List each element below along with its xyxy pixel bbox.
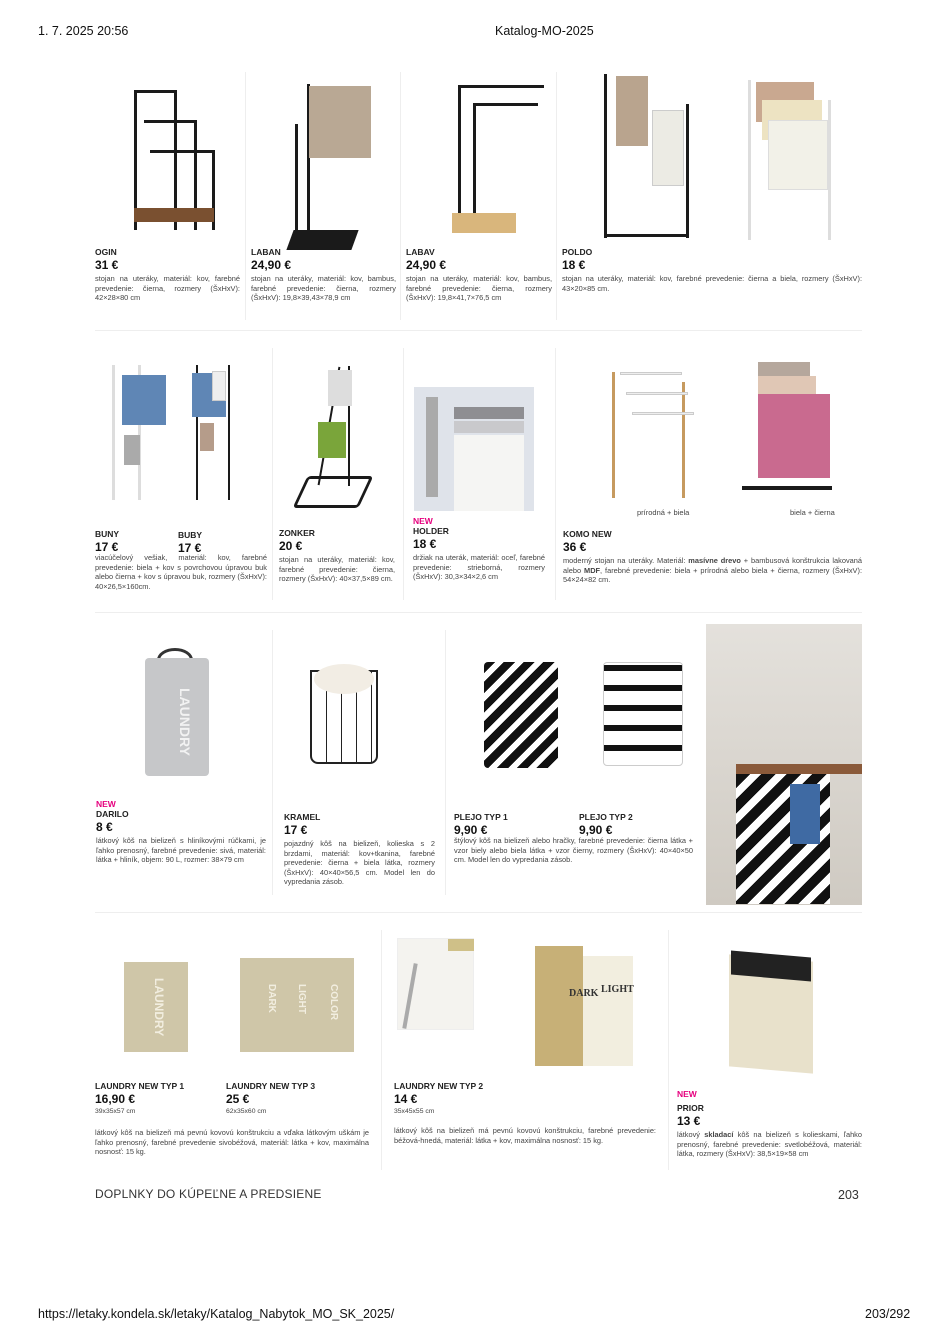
product-name: LABAV [406,247,435,257]
new-badge: NEW [677,1089,697,1099]
kramel-image [308,664,380,774]
new-badge: NEW [413,516,433,526]
divider [403,348,404,600]
product-laundry-typ2 [394,1081,656,1145]
product-price: 18 € [562,258,586,272]
product-description [677,1130,862,1159]
divider [381,930,382,1170]
divider [95,330,862,331]
product-name: PLEJO TYP 2 [579,812,633,822]
product-buny [95,529,175,556]
product-price: 17 € [178,541,202,555]
product-name: LABAN [251,247,281,257]
product-name: HOLDER [413,526,449,536]
plejo-lifestyle-photo [706,624,862,905]
product-labav [406,247,552,303]
product-poldo [562,247,862,293]
divider [245,72,246,320]
page-url[interactable]: https://letaky.kondela.sk/letaky/Katalog_Nabytok_MO_SK_2025/ [38,1307,395,1321]
komo-variant-label: prírodná + biela [637,508,690,517]
product-price: 25 € [226,1092,250,1106]
product-laban [251,247,396,303]
product-laundry-typ3 [226,1081,351,1115]
buny-image [108,365,170,500]
product-price: 31 € [95,258,119,272]
product-name: PLEJO TYP 1 [454,812,508,822]
divider [95,612,862,613]
product-price: 17 € [284,823,308,837]
print-datetime: 1. 7. 2025 20:56 [38,24,129,38]
light-print: LIGHT [601,984,634,995]
divider [445,630,446,895]
product-price: 16,90 € [95,1092,136,1106]
product-dimensions: 62x35x60 cm [226,1108,267,1115]
product-zonker [279,528,395,584]
product-price: 9,90 € [454,823,488,837]
product-laundry-description [95,1128,369,1157]
plejo-typ1-image [484,662,558,768]
product-price: 36 € [563,540,587,554]
product-holder [413,516,545,582]
product-price: 13 € [677,1114,701,1128]
product-plejo-typ2 [579,812,699,839]
plejo-typ2-image [603,662,683,766]
desc-text: látkový [677,1130,705,1139]
product-description: látkový kôš na bielizeň má pevnú kovovú konštrukciu, farebné prevedenie: béžová-hnedá, materiál: látka + kov, maximálna nosnosť: 15 kg. [394,1126,656,1145]
product-name: LAUNDRY NEW TYP 3 [226,1081,316,1091]
laundry-typ2-detail-image [397,938,474,1030]
product-komo [563,529,862,585]
product-price: 17 € [95,540,119,554]
product-price: 24,90 € [406,258,447,272]
product-name: BUBY [178,530,203,540]
divider [555,348,556,600]
laundry-typ2-image [525,940,641,1086]
product-price: 8 € [96,820,113,834]
laban-image [285,84,375,250]
komo-image-natural [612,372,694,498]
laundry-typ1-image: LAUNDRY [118,958,194,1058]
product-name: LAUNDRY NEW TYP 2 [394,1081,484,1091]
product-description [563,556,862,585]
desc-text: kôš na bielizeň s kolieskami, ľahko prenosný, farebné prevedenie: svetlobéžová, materiál: látka, rozmery (ŠxHxV): 38,5×19×58 cm [677,1130,862,1159]
product-kramel [284,812,435,887]
desc-text: moderný stojan na uteráky. Materiál: [563,556,689,565]
divider [556,72,557,320]
product-plejo-typ1 [454,812,574,839]
poldo-image-white [748,80,834,240]
desc-text: + bambusová konštrukcia lakovaná alebo [563,556,863,575]
komo-image-black [742,362,832,498]
product-price: 14 € [394,1092,418,1106]
darilo-image [143,648,211,776]
product-ogin [95,247,240,303]
desc-bold: MDF [584,565,601,575]
product-name: KOMO NEW [563,529,612,539]
product-description: stojan na uteráky, materiál: kov, farebné prevedenie: čierna, rozmery (ŠxHxV): 40×37,5×89 cm. [279,555,395,584]
product-name: OGIN [95,247,117,257]
product-description: pojazdný kôš na bielizeň, kolieska s 2 brzdami, materiál: kov+tkanina, farebné prevedenie: čierna + biela látka, rozmery (ŠxHxV): 40×40×56,5 cm. Model len do vypredania zásob. [284,839,435,887]
product-price: 9,90 € [579,823,613,837]
product-price: 20 € [279,539,303,553]
product-description: štýlový kôš na bielizeň alebo hračky, farebné prevedenie: čierna látka + vzor biely alebo biela látka + vzor čierny, rozmery (ŠxHxV): 40×40×50 cm. Model len do vypredania zásob. [454,836,693,865]
product-description: stojan na uteráky, materiál: kov, bambus, farebné prevedenie: čierna, rozmery (ŠxHxV): 19,8×41,7×76,5 cm [406,274,552,303]
product-description: stojan na uteráky, materiál: kov, farebné prevedenie: čierna, rozmery (ŠxHxV): 42×28×80 cm [95,274,240,303]
poldo-image-black [604,74,692,238]
product-name: PRIOR [677,1103,704,1113]
laundry-typ3-image: DARK LIGHT COLOR [236,954,358,1058]
product-price: 24,90 € [251,258,292,272]
desc-bold: skladací [704,1130,734,1139]
product-buny-buby-description [95,553,267,591]
laundry-print: LAUNDRY [177,688,193,756]
divider [272,630,273,895]
product-name: BUNY [95,529,120,539]
product-name: ZONKER [279,528,315,538]
product-laundry-typ1 [95,1081,220,1115]
divider [400,72,401,320]
holder-image [414,387,534,511]
page-number: 203 [838,1188,859,1202]
product-description: stojan na uteráky, materiál: kov, bambus, farebné prevedenie: čierna, rozmery (ŠxHxV): 19,8×39,43×78,9 cm [251,274,396,303]
product-name: LAUNDRY NEW TYP 1 [95,1081,185,1091]
product-dimensions: 39x35x57 cm [95,1108,136,1115]
product-description: stojan na uteráky, materiál: kov, farebné prevedenie: čierna a biela, rozmery (ŠxHxV): 43×20×85 cm. [562,274,862,293]
product-name: DARILO [96,809,129,819]
product-plejo-description [454,836,693,865]
document-title: Katalog-MO-2025 [495,24,594,38]
product-darilo [96,799,266,865]
product-dimensions: 35x45x55 cm [394,1108,435,1115]
product-description: držiak na uterák, materiál: oceľ, farebné prevedenie: strieborná, rozmery (ŠxHxV): 30,3×34×2,6 cm [413,553,545,582]
product-name: POLDO [562,247,593,257]
divider [668,930,669,1170]
ogin-image [128,90,216,230]
divider [272,348,273,600]
labav-image [448,85,543,240]
prior-image [725,952,821,1080]
product-price: 18 € [413,537,437,551]
komo-variant-label: biela + čierna [790,508,835,517]
page-count: 203/292 [865,1307,911,1321]
desc-bold: masívne drevo [688,556,741,565]
product-description: viacúčelový vešiak, materiál: kov, farebné prevedenie: biela + kov s povrchovou úpravou buk alebo čierna + kov s úpravou buk, rozmery (ŠxHxV): 40×26,5×160cm. [95,553,267,591]
zonker-image [298,366,370,512]
desc-text: , farebné prevedenie: biela + prírodná alebo biela + čierna, rozmery (ŠxHxV): 54×24×82 cm. [563,565,862,585]
buby-image [192,365,244,500]
new-badge: NEW [96,799,116,809]
product-name: KRAMEL [284,812,321,822]
product-prior [677,1089,862,1159]
product-description: látkový kôš na bielizeň s hliníkovými rúčkami, je ľahko prenosný, farebné prevedenie: sivá, materiál: látka + hliník, objem: 90 L, rozmer: 38×79 cm [96,836,266,865]
dark-print: DARK [569,988,599,999]
product-description: látkový kôš na bielizeň má pevnú kovovú konštrukciu a vďaka látkovým uškám je ľahko prenosný, farebné prevedenie sivobéžová, materiál: látka + kov, maximálna nosnosť: 15 kg. [95,1128,369,1157]
section-title: DOPLNKY DO KÚPEĽNE A PREDSIENE [95,1187,322,1201]
divider [95,912,862,913]
